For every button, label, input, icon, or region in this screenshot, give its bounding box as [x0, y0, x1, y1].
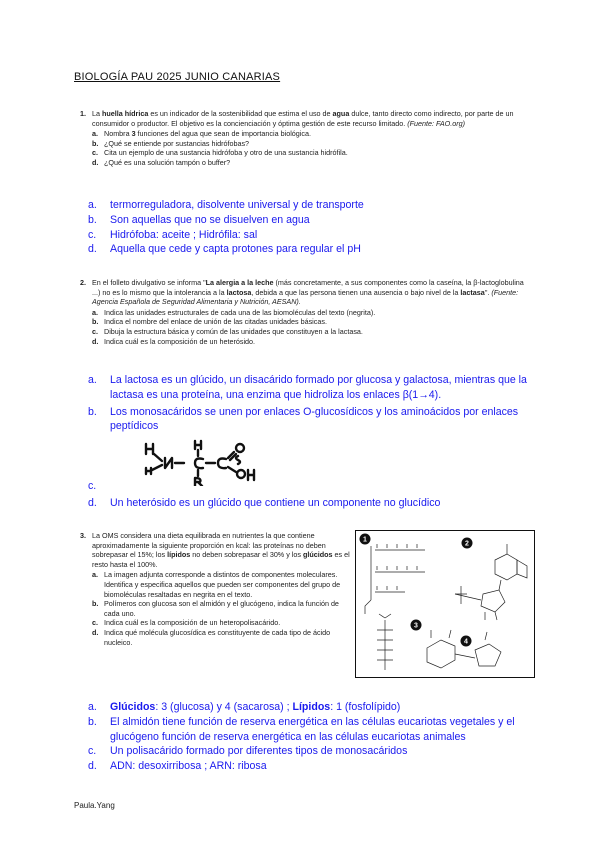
answer-2-a: a. La lactosa es un glúcido, un disacárido formado por glucosa y galactosa, mientras que la lactasa es una proteína, una enzima que hidroliza los enlaces β(1→4).	[88, 374, 527, 401]
question-3	[80, 531, 352, 647]
answer-1-d: d. Aquella que cede y capta protones para regular el pH	[88, 243, 361, 256]
question-2-number: 2.	[80, 278, 86, 287]
question-2-sub-a: a. Indica las unidades estructurales de cada una de las biomoléculas del texto (negrita).	[92, 307, 376, 317]
answer-1-c: c. Hidrófoba: aceite ; Hidrófila: sal	[88, 228, 258, 241]
question-3-subquestions	[92, 570, 352, 647]
answer-1-a: a. termorreguladora, disolvente universal y de transporte	[88, 199, 364, 211]
question-2-stem: En el folleto divulgativo se informa "La alergia a la leche (más concretamente, a sus componentes como la caseína, la β-lactoglobulina ...) no es lo mismo que la intolerancia a la lactosa, debida a que las persona tienen una ausencia o bajo nivel de la lactasa". (Fuente: Agencia Española de Seguridad Alimentaria y Nutrición, AESAN).	[92, 278, 524, 307]
question-1-subquestions	[92, 129, 528, 167]
figure-label-3	[411, 620, 422, 631]
question-2-sub-b: b. Indica el nombre del enlace de unión de las citadas unidades básicas.	[92, 317, 327, 327]
question-2-source: (Fuente: Agencia Española de Seguridad Alimentaria y Nutrición, AESAN).	[92, 287, 519, 307]
question-1-source: (Fuente: FAO.org)	[407, 118, 466, 128]
answer-3-a: a. Glúcidos: 3 (glucosa) y 4 (sacarosa) ; Lípidos: 1 (fosfolípido)	[88, 701, 401, 713]
question-3-sub-a: a. La imagen adjunta corresponde a distintos de componentes moleculares. Identifica y especifica aquellos que pueden ser componentes del grupo de biomoléculas resaltadas en negrita en el texto.	[92, 570, 341, 599]
author-footer: Paula.Yang	[74, 801, 115, 810]
svg-text:1: 1	[363, 536, 367, 544]
answer-3-d: d. ADN: desoxirribosa ; ARN: ribosa	[88, 760, 267, 773]
figure-label-4	[461, 636, 472, 647]
answer-2-d: d. Un heterósido es un glúcido que contiene un componente no glucídico	[88, 497, 441, 509]
question-1-stem: La huella hídrica es un indicador de la sostenibilidad que estima el uso de agua dulce, tanto directo como indirecto, por parte de un consumidor o productor. El objetivo es la concienciación y óptima gestión de este recurso limitado. (Fuente: FAO.org)	[92, 109, 514, 128]
figure-label-2	[462, 538, 473, 549]
svg-text:2: 2	[465, 540, 469, 548]
question-1-sub-d: d. ¿Qué es una solución tampón o buffer?	[92, 157, 231, 167]
svg-text:4: 4	[464, 638, 468, 646]
question-3-sub-c: c. Indica cuál es la composición de un heteropolisacárido.	[92, 618, 281, 628]
question-3-sub-b: b. Polímeros con glucosa son el almidón y el glucógeno, indica la función de cada uno.	[92, 599, 339, 618]
question-1-sub-a: a. Nombra 3 funciones del agua que sean de importancia biológica.	[92, 129, 311, 139]
document-title: BIOLOGÍA PAU 2025 JUNIO CANARIAS	[74, 71, 281, 83]
question-1	[80, 109, 528, 168]
answer-1-b: b. Son aquellas que no se disuelven en agua	[88, 213, 310, 226]
biomolecules-figure	[355, 530, 535, 678]
answer-3-b: b. El almidón tiene función de reserva energética en las células eucariotas vegetales y el glucógeno función de reserva energética en las células eucariotas animales	[88, 715, 515, 743]
question-3-number: 3.	[80, 531, 86, 540]
answer-3	[88, 700, 528, 774]
question-1-sub-b: b. ¿Qué se entiende por sustancias hidrófobas?	[92, 138, 250, 148]
question-3-sub-d: d. Indica qué molécula glucosídica es constituyente de cada tipo de ácido nucleico.	[92, 627, 331, 647]
answer-2	[88, 373, 528, 434]
answer-3-c: c. Un polisacárido formado por diferentes tipos de monosacáridos	[88, 745, 408, 758]
answer-1	[88, 198, 528, 257]
amino-acid-structure-drawing	[140, 438, 280, 486]
figure-label-1	[360, 534, 371, 545]
answer-2-b: b. Los monosacáridos se unen por enlaces O-glucosídicos y los aminoácidos por enlaces peptídicos	[88, 405, 519, 433]
question-1-sub-c: c. Cita un ejemplo de una sustancia hidrófoba y otro de una sustancia hidrófila.	[92, 148, 348, 158]
question-2-sub-d: d. Indica cuál es la composición de un heterósido.	[92, 336, 256, 346]
question-1-number: 1.	[80, 109, 86, 118]
question-2	[80, 278, 528, 346]
question-2-subquestions	[92, 308, 528, 346]
svg-text:3: 3	[414, 622, 418, 630]
question-2-sub-c: c. Dibuja la estructura básica y común de las unidades que constituyen a la lactasa.	[92, 326, 363, 336]
answer-2-c: c.	[88, 480, 97, 492]
question-3-stem: La OMS considera una dieta equilibrada en nutrientes la que contiene aproximadamente la siguiente proporción en kcal: las proteínas no deben sobrepasar el 15%; los lípidos no deben sobrepasar el 30% y los glúcidos es el resto hasta el 100%.	[92, 531, 350, 569]
